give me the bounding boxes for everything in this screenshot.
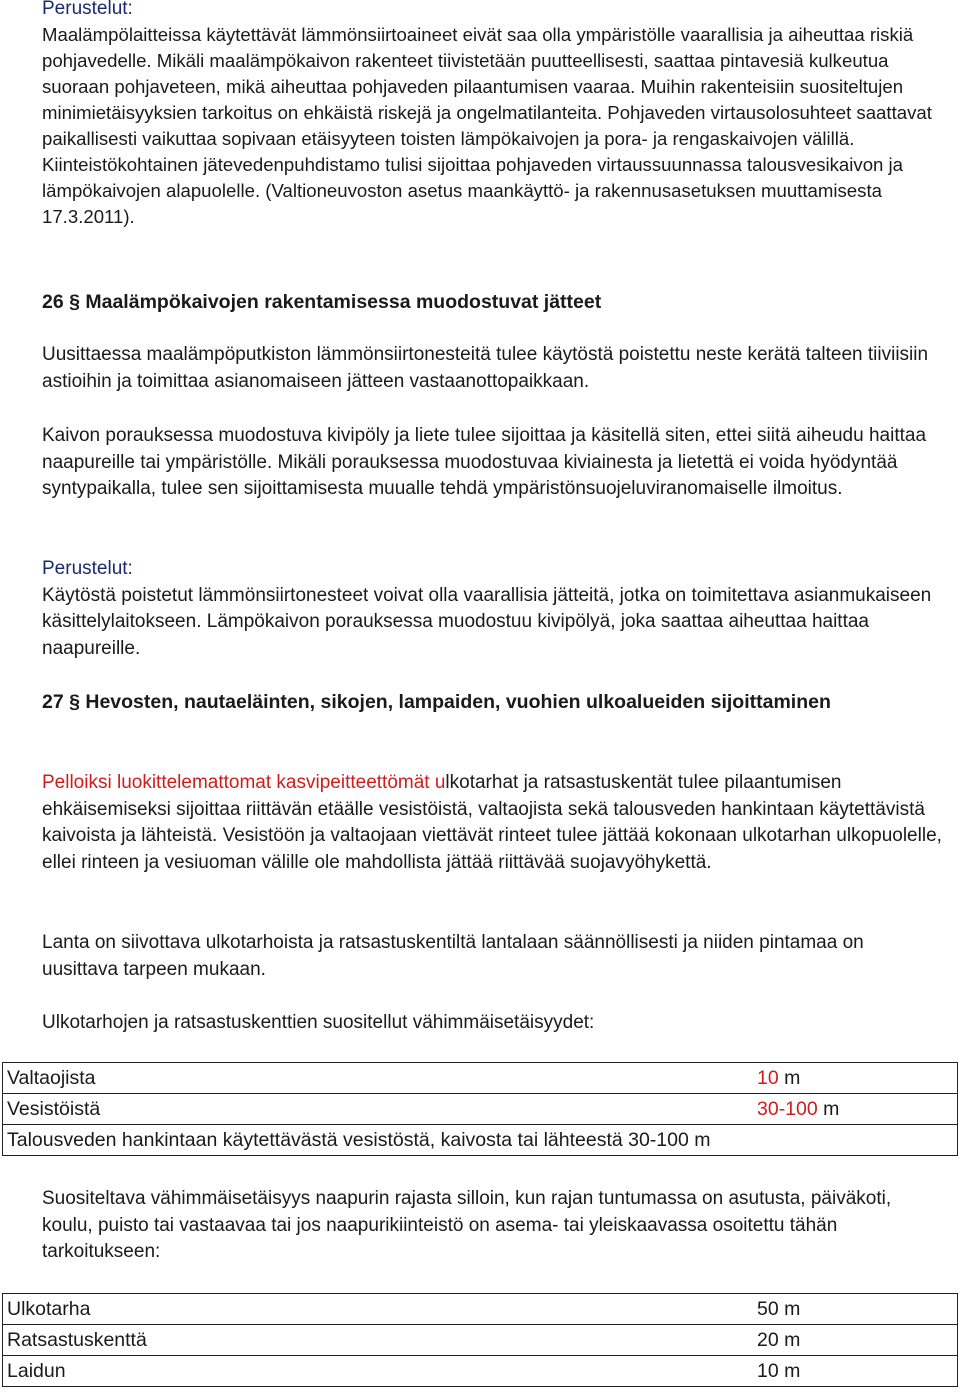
table-row <box>3 1063 958 1094</box>
highlighted-text: Pelloiksi luokittelemattomat kasvipeitteettömät u <box>42 772 446 793</box>
highlighted-value: 30-100 <box>757 1098 818 1120</box>
unit: m <box>778 1067 801 1089</box>
distance-table-1 <box>2 1062 958 1156</box>
table-row <box>3 1356 958 1387</box>
perustelut-label: Perustelut: <box>42 558 133 579</box>
table-row <box>3 1294 958 1325</box>
table-cell-value: 10 m <box>753 1356 958 1387</box>
section-27-heading <box>42 689 942 716</box>
section-27-title: Hevosten, nautaeläinten, sikojen, lampaiden, vuohien ulkoalueiden sijoittaminen <box>85 691 831 713</box>
perustelut-label: Perustelut: <box>42 0 133 19</box>
perustelut-block-2 <box>42 556 942 662</box>
section-26-heading <box>42 289 942 316</box>
table-row <box>3 1094 958 1125</box>
table-cell-value: 20 m <box>753 1325 958 1356</box>
section-26-title: Maalämpökaivojen rakentamisessa muodostuvat jätteet <box>85 291 602 313</box>
table-cell-label: Ratsastuskenttä <box>3 1325 754 1356</box>
table-cell-label: Ulkotarha <box>3 1294 754 1325</box>
paragraph-text: lkotarhat ja ratsastuskentät tulee pilaantumisen ehkäisemiseksi sijoittaa riittävän etäälle vesistöistä, valtaojista sekä talousveden hankintaan käytettävistä kaivoista ja lähteistä. Vesistöön ja valtaojaan viettävät rinteet tulee jättää kokonaan ulkotarhan ulkopuolelle, ellei rinteen ja vesiuoman välille ole mahdollista jättää riittävää suojavyöhykettä. <box>42 772 942 873</box>
table-row <box>3 1125 958 1156</box>
section-27-number: 27 § <box>42 691 80 713</box>
section-27-paragraph-2: Lanta on siivottava ulkotarhoista ja ratsastuskentiltä lantalaan säännöllisesti ja niiden pintamaa on uusittava tarpeen mukaan. <box>42 932 864 980</box>
section-27-paragraph-3: Ulkotarhojen ja ratsastuskenttien suositellut vähimmäisetäisyydet: <box>42 1012 595 1033</box>
perustelut-block-1 <box>42 0 942 230</box>
distance-table-2 <box>2 1293 958 1387</box>
table-row <box>3 1325 958 1356</box>
section-26-paragraph-2: Kaivon porauksessa muodostuva kivipöly ja liete tulee sijoittaa ja käsitellä siten, ettei siitä aiheudu haittaa naapureille tai ympäristölle. Mikäli porauksessa muodostuvaa kiviainesta ja lietettä ei voida hyödyntää syntypaikalla, tulee sen sijoittamisesta muualle tehdä ympäristönsuojeluviranomaiselle ilmoitus. <box>42 425 927 499</box>
perustelut-text: Maalämpölaitteissa käytettävät lämmönsiirtoaineet eivät saa olla ympäristölle vaarallisia ja aiheuttaa riskiä pohjavedelle. Mikäli maalämpökaivon rakenteet tiivistetään puutteellisesti, saattaa pintavesiä kulkeutua suoraan pohjaveteen, mikä aiheuttaa pohjaveden pilaantumisen vaaraa. Muihin rakenteisiin suositeltujen minimietäisyyksien tarkoitus on ehkäistä riskejä ja ongelmatilanteita. Pohjaveden virtausolosuhteet saattavat paikallisesti vaikuttaa sopivaan etäisyyteen toisten lämpökaivojen ja pora- ja rengaskaivojen välillä. Kiinteistökohtainen jätevedenpuhdistamo tulisi sijoittaa pohjaveden virtaussuunnassa talousvesikaivon ja lämpökaivojen alapuolelle. (Valtioneuvoston asetus maankäyttö- ja rakennusasetuksen muuttamisesta 17.3.2011). <box>42 24 932 227</box>
section-27-paragraph-4: Suositeltava vähimmäisetäisyys naapurin rajasta silloin, kun rajan tuntumassa on asutusta, päiväkoti, koulu, puisto tai vastaavaa tai jos naapurikiinteistö on asema- tai yleiskaavassa osoitettu tähän tarkoitukseen: <box>42 1188 892 1262</box>
unit: m <box>817 1098 840 1120</box>
table-cell-label: Talousveden hankintaan käytettävästä vesistöstä, kaivosta tai lähteestä 30-100 m <box>3 1125 958 1156</box>
table-cell-value: 50 m <box>753 1294 958 1325</box>
highlighted-value: 10 <box>757 1067 779 1089</box>
table-cell-label: Vesistöistä <box>3 1094 754 1125</box>
table-cell-label: Laidun <box>3 1356 754 1387</box>
table-cell-label: Valtaojista <box>3 1063 754 1094</box>
perustelut-text: Käytöstä poistetut lämmönsiirtonesteet voivat olla vaarallisia jätteitä, jotka on toimitettava asianmukaiseen käsittelylaitokseen. Lämpökaivon porauksessa muodostuu kivipölyä, joka saattaa aiheuttaa haittaa naapureille. <box>42 584 932 659</box>
table-cell-value <box>753 1094 958 1125</box>
section-27-paragraph-1 <box>42 770 942 876</box>
table-cell-value <box>753 1063 958 1094</box>
section-26-paragraph-1: Uusittaessa maalämpöputkiston lämmönsiirtonesteitä tulee käytöstä poistettu neste kerätä talteen tiiviisiin astioihin ja toimittaa asianomaiseen jätteen vastaanottopaikkaan. <box>42 344 929 392</box>
section-26-number: 26 § <box>42 291 80 313</box>
